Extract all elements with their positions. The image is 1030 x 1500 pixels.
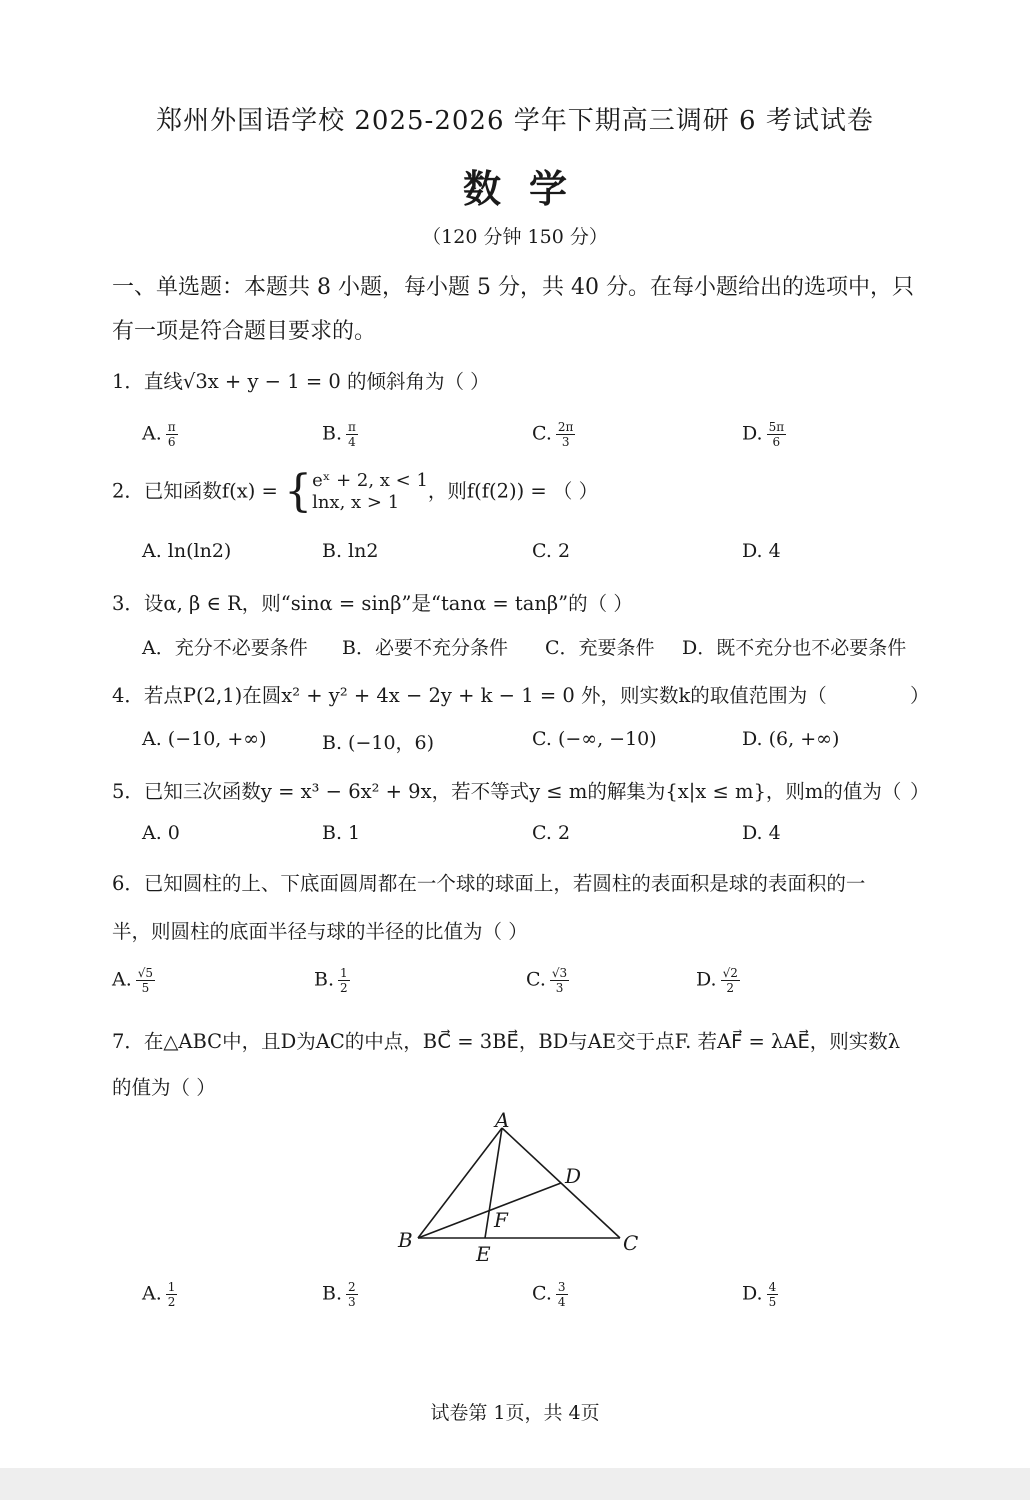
question-6-line-2: 半，则圆柱的底面半径与球的半径的比值为（ ） bbox=[112, 920, 528, 943]
q7-option-d: D. $\frac{4}{5}$ bbox=[742, 1280, 777, 1309]
fraction: $\frac{1}{2}$ bbox=[167, 1280, 176, 1309]
q5-option-a: A. 0 bbox=[142, 822, 180, 844]
q1-option-b: B. $\frac{\pi}{4}$ bbox=[322, 420, 356, 449]
piecewise-cases: eˣ + 2, x < 1 lnx, x > 1 bbox=[312, 470, 428, 513]
question-7-line-2: 的值为（ ） bbox=[112, 1076, 216, 1099]
q5-option-c: C. 2 bbox=[532, 822, 571, 844]
subject-title: 数学 bbox=[462, 166, 595, 211]
q2-option-d: D. 4 bbox=[742, 540, 781, 562]
fraction: $\frac{4}{5}$ bbox=[768, 1280, 777, 1309]
question-2-stem: 2．已知函数f(x) = { eˣ + 2, x < 1 lnx, x > 1 ，则f(f(2)) = （ ） bbox=[112, 466, 599, 517]
question-7-line-1: 7．在△ABC中，且D为AC的中点，BC⃗ = 3BE⃗，BD与AE交于点F. 若AF⃗ = λAE⃗，则实数λ bbox=[112, 1030, 901, 1053]
q3-option-a: A．充分不必要条件 bbox=[142, 637, 308, 659]
q4-option-c: C. (−∞, −10) bbox=[532, 728, 657, 750]
question-6-line-1: 6．已知圆柱的上、下底面圆周都在一个球的球面上，若圆柱的表面积是球的表面积的一 bbox=[112, 872, 866, 895]
fraction: $\frac{\pi}{6}$ bbox=[167, 420, 176, 449]
label-b: B bbox=[398, 1228, 413, 1252]
fraction: $\frac{5\pi}{6}$ bbox=[768, 420, 785, 449]
fraction: $\frac{2\pi}{3}$ bbox=[557, 420, 574, 449]
fraction: $\frac{√5}{5}$ bbox=[137, 966, 154, 995]
q2-option-c: C. 2 bbox=[532, 540, 571, 562]
question-5-close: ） bbox=[910, 780, 930, 803]
q7-option-a: A. $\frac{1}{2}$ bbox=[142, 1280, 176, 1309]
q6-option-a: A. $\frac{√5}{5}$ bbox=[112, 966, 154, 995]
q6-option-c: C. $\frac{√3}{3}$ bbox=[526, 966, 568, 995]
q2-option-b: B. ln2 bbox=[322, 540, 379, 562]
exam-title: 郑州外国语学校 2025-2026 学年下期高三调研 6 考试试卷 bbox=[156, 106, 874, 136]
q5-option-d: D. 4 bbox=[742, 822, 781, 844]
question-3-stem: 3．设α, β ∈ R，则“sinα = sinβ”是“tanα = tanβ”的（ ） bbox=[112, 592, 633, 615]
label-a: A bbox=[495, 1108, 510, 1132]
question-4-stem: 4．若点P(2,1)在圆x² + y² + 4x − 2y + k − 1 = 0 外，则实数k的取值范围为（ bbox=[112, 684, 827, 707]
page-bottom-margin bbox=[0, 1468, 1030, 1500]
fraction: $\frac{3}{4}$ bbox=[557, 1280, 566, 1309]
q4-option-d: D. (6, +∞) bbox=[742, 728, 840, 750]
fraction: $\frac{√3}{3}$ bbox=[551, 966, 568, 995]
q3-option-d: D．既不充分也不必要条件 bbox=[682, 637, 907, 659]
label-f: F bbox=[494, 1208, 508, 1232]
exam-meta: （120 分钟 150 分） bbox=[422, 226, 608, 248]
question-4-close: ） bbox=[910, 684, 930, 707]
q6-option-d: D. $\frac{√2}{2}$ bbox=[696, 966, 738, 995]
fraction: $\frac{1}{2}$ bbox=[340, 966, 348, 995]
q7-option-c: C. $\frac{3}{4}$ bbox=[532, 1280, 566, 1309]
question-5-stem: 5．已知三次函数y = x³ − 6x² + 9x，若不等式y ≤ m的解集为{x|x ≤ m}，则m的值为（ bbox=[112, 780, 902, 803]
q1-option-d: D. $\frac{5\pi}{6}$ bbox=[742, 420, 785, 449]
q2-option-a: A. ln(ln2) bbox=[142, 540, 232, 562]
label-c: C bbox=[623, 1231, 639, 1255]
fraction: $\frac{√2}{2}$ bbox=[722, 966, 738, 995]
q6-option-b: B. $\frac{1}{2}$ bbox=[314, 966, 348, 995]
brace-symbol: { bbox=[284, 466, 313, 517]
fraction: $\frac{\pi}{4}$ bbox=[348, 420, 356, 449]
fraction: $\frac{2}{3}$ bbox=[348, 1280, 356, 1309]
q5-option-b: B. 1 bbox=[322, 822, 361, 844]
question-1-stem: 1．直线√3x + y − 1 = 0 的倾斜角为（ ） bbox=[112, 370, 490, 393]
page-footer: 试卷第 1页，共 4页 bbox=[430, 1402, 600, 1424]
q4-option-a: A. (−10, +∞) bbox=[142, 728, 267, 750]
q1-option-c: C. $\frac{2\pi}{3}$ bbox=[532, 420, 574, 449]
label-e: E bbox=[476, 1242, 491, 1265]
q1-option-a: A. $\frac{\pi}{6}$ bbox=[142, 420, 176, 449]
q3-option-b: B．必要不充分条件 bbox=[342, 637, 508, 659]
section-instructions: 一、单选题：本题共 8 小题，每小题 5 分，共 40 分。在每小题给出的选项中，只有一项是符合题目要求的。 bbox=[112, 275, 914, 344]
q7-option-b: B. $\frac{2}{3}$ bbox=[322, 1280, 356, 1309]
q3-option-c: C．充要条件 bbox=[545, 637, 655, 659]
q4-option-b: B. (−10，6) bbox=[322, 732, 435, 754]
triangle-figure bbox=[390, 1105, 650, 1265]
label-d: D bbox=[565, 1164, 582, 1188]
